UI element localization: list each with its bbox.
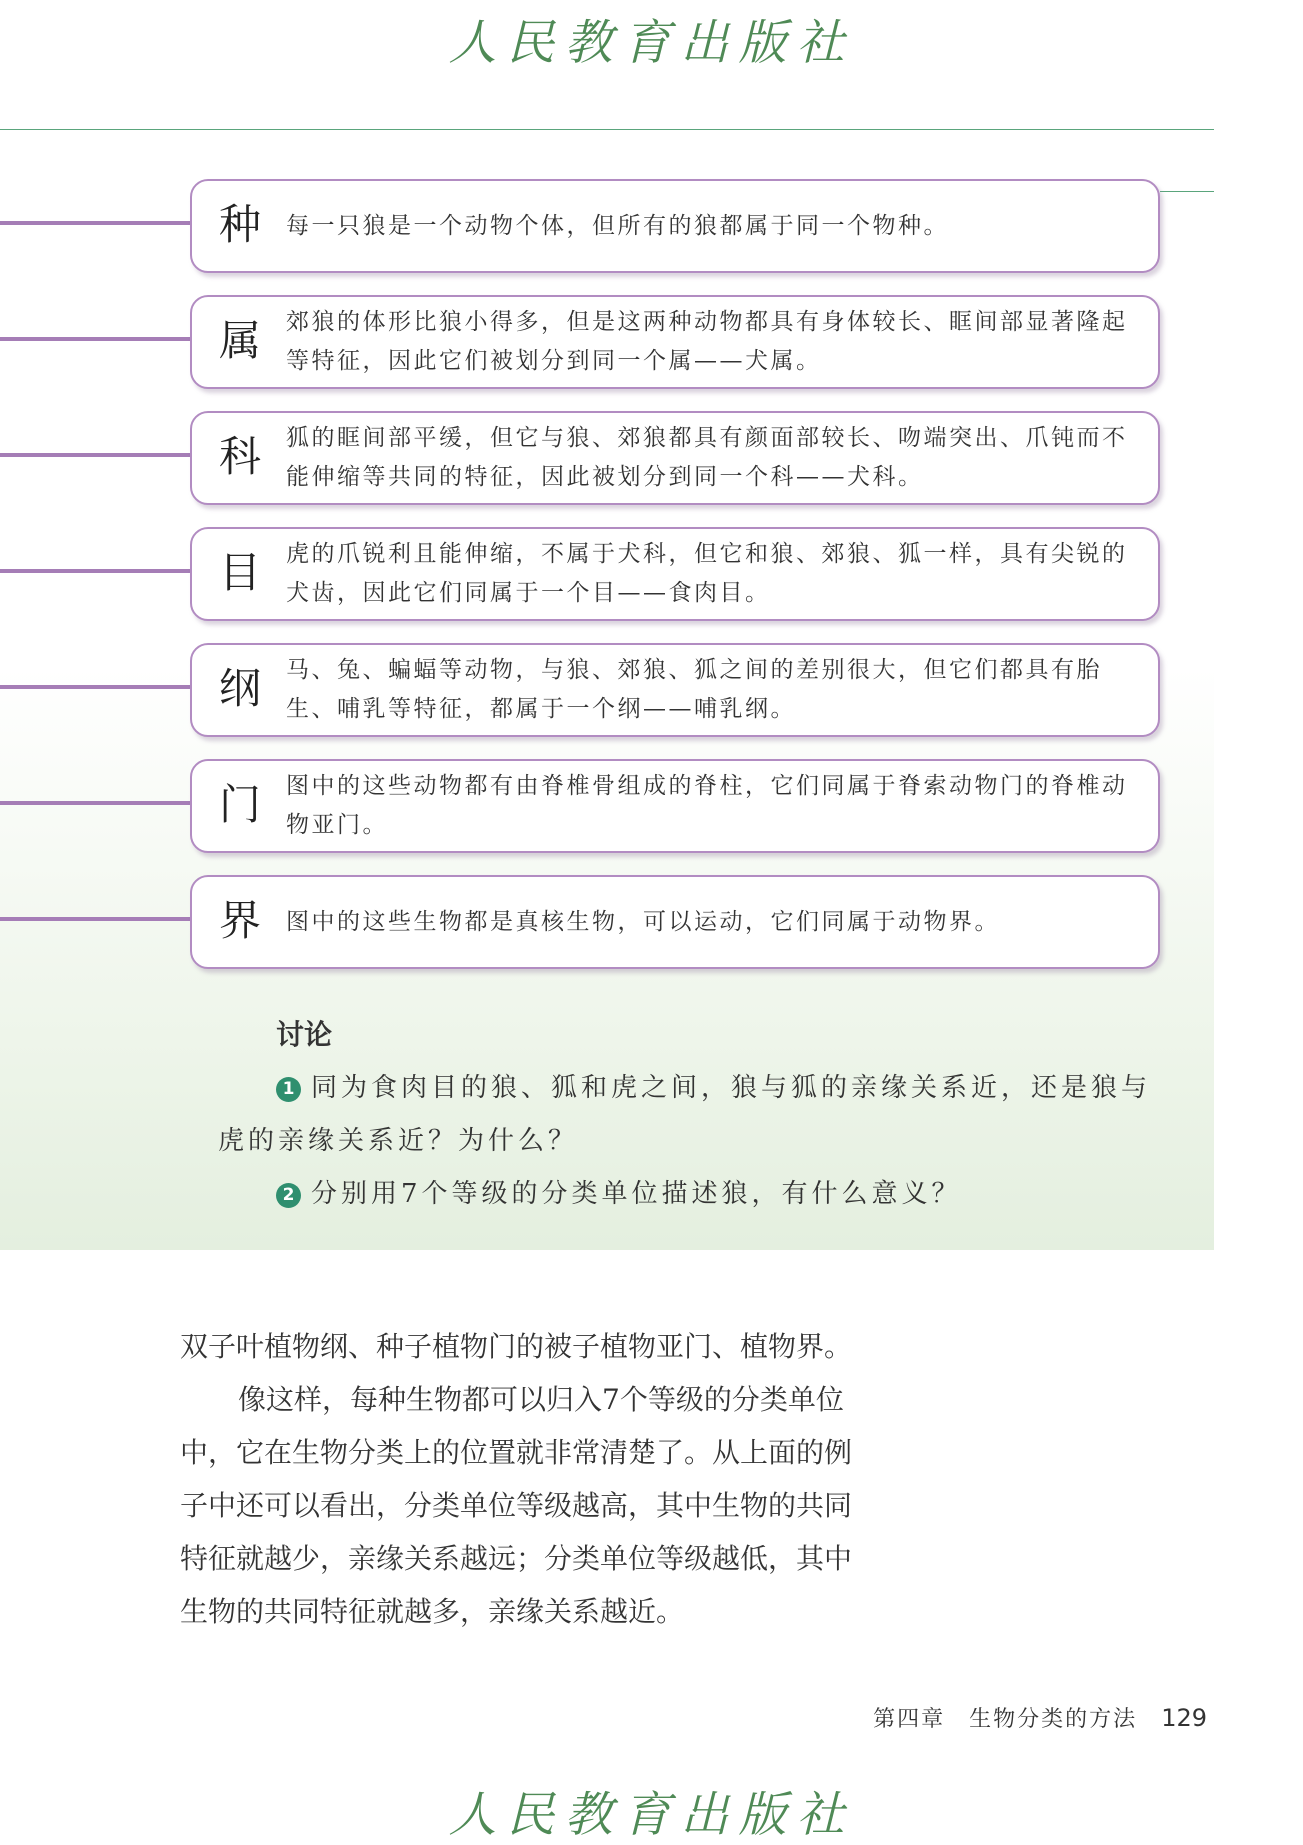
panel-edge-line [1160, 191, 1214, 192]
rank-char: 科 [218, 432, 261, 481]
rank-card [190, 527, 1160, 621]
rank-row-genus [0, 295, 1160, 391]
rank-description: 图中的这些动物都有由脊椎骨组成的脊柱，它们同属于脊索动物门的脊椎动物亚门。 [286, 773, 1128, 838]
rank-description: 每一只狼是一个动物个体，但所有的狼都属于同一个物种。 [286, 212, 949, 239]
question-number-badge: 2 [276, 1183, 301, 1208]
rank-char: 门 [218, 780, 261, 829]
rank-row-phylum [0, 759, 1160, 855]
rank-card [190, 875, 1160, 969]
top-rule-line [0, 129, 1214, 130]
rank-row-order [0, 527, 1160, 623]
publisher-watermark-bottom: 人民教育出版社 [448, 1787, 855, 1843]
rank-description: 狐的眶间部平缓，但它与狼、郊狼都具有颜面部较长、吻端突出、爪钝而不能伸缩等共同的特征，因此被划分到同一个科——犬科。 [286, 425, 1128, 490]
rank-connector [0, 917, 192, 921]
rank-row-species [0, 179, 1160, 275]
rank-card [190, 179, 1160, 273]
question-text: 同为食肉目的狼、狐和虎之间，狼与狐的亲缘关系近，还是狼与虎的亲缘关系近？为什么？ [218, 1073, 1152, 1156]
rank-char: 种 [218, 200, 261, 249]
rank-connector [0, 337, 192, 341]
rank-connector [0, 221, 192, 225]
rank-card [190, 759, 1160, 853]
rank-connector [0, 453, 192, 457]
rank-connector [0, 569, 192, 573]
body-text [180, 1320, 870, 1638]
rank-description: 虎的爪锐利且能伸缩，不属于犬科，但它和狼、郊狼、狐一样，具有尖锐的犬齿，因此它们同属于一个目——食肉目。 [286, 541, 1128, 606]
chapter-title: 第四章 生物分类的方法 [873, 1707, 1138, 1732]
rank-description: 图中的这些生物都是真核生物，可以运动，它们同属于动物界。 [286, 908, 1000, 935]
discussion-question-2 [218, 1168, 1178, 1221]
rank-row-kingdom [0, 875, 1160, 971]
body-paragraph: 像这样，每种生物都可以归入7个等级的分类单位中，它在生物分类上的位置就非常清楚了。从上面的例子中还可以看出，分类单位等级越高，其中生物的共同特征就越少，亲缘关系越远；分类单位等级越低，其中生物的共同特征就越多，亲缘关系越近。 [180, 1383, 853, 1628]
rank-description: 郊狼的体形比狼小得多，但是这两种动物都具有身体较长、眶间部显著隆起等特征，因此它们被划分到同一个属——犬属。 [286, 309, 1128, 374]
rank-char: 界 [218, 896, 261, 945]
discussion-title: 讨论 [276, 1018, 333, 1051]
rank-row-family [0, 411, 1160, 507]
rank-card [190, 411, 1160, 505]
question-number-badge: 1 [276, 1077, 301, 1102]
rank-row-class [0, 643, 1160, 739]
question-text: 分别用7个等级的分类单位描述狼，有什么意义？ [311, 1179, 962, 1209]
rank-card [190, 295, 1160, 389]
rank-char: 纲 [218, 664, 261, 713]
page-number: 129 [1161, 1704, 1207, 1732]
rank-description: 马、兔、蝙蝠等动物，与狼、郊狼、狐之间的差别很大，但它们都具有胎生、哺乳等特征，都属于一个纲——哺乳纲。 [286, 657, 1102, 722]
publisher-watermark-top: 人民教育出版社 [448, 15, 855, 71]
page-footer [873, 1702, 1207, 1733]
discussion-question-1 [218, 1062, 1178, 1168]
rank-connector [0, 801, 192, 805]
rank-char: 属 [218, 316, 261, 365]
rank-char: 目 [218, 548, 261, 597]
body-line: 双子叶植物纲、种子植物门的被子植物亚门、植物界。 [180, 1330, 853, 1363]
rank-connector [0, 685, 192, 689]
rank-card [190, 643, 1160, 737]
